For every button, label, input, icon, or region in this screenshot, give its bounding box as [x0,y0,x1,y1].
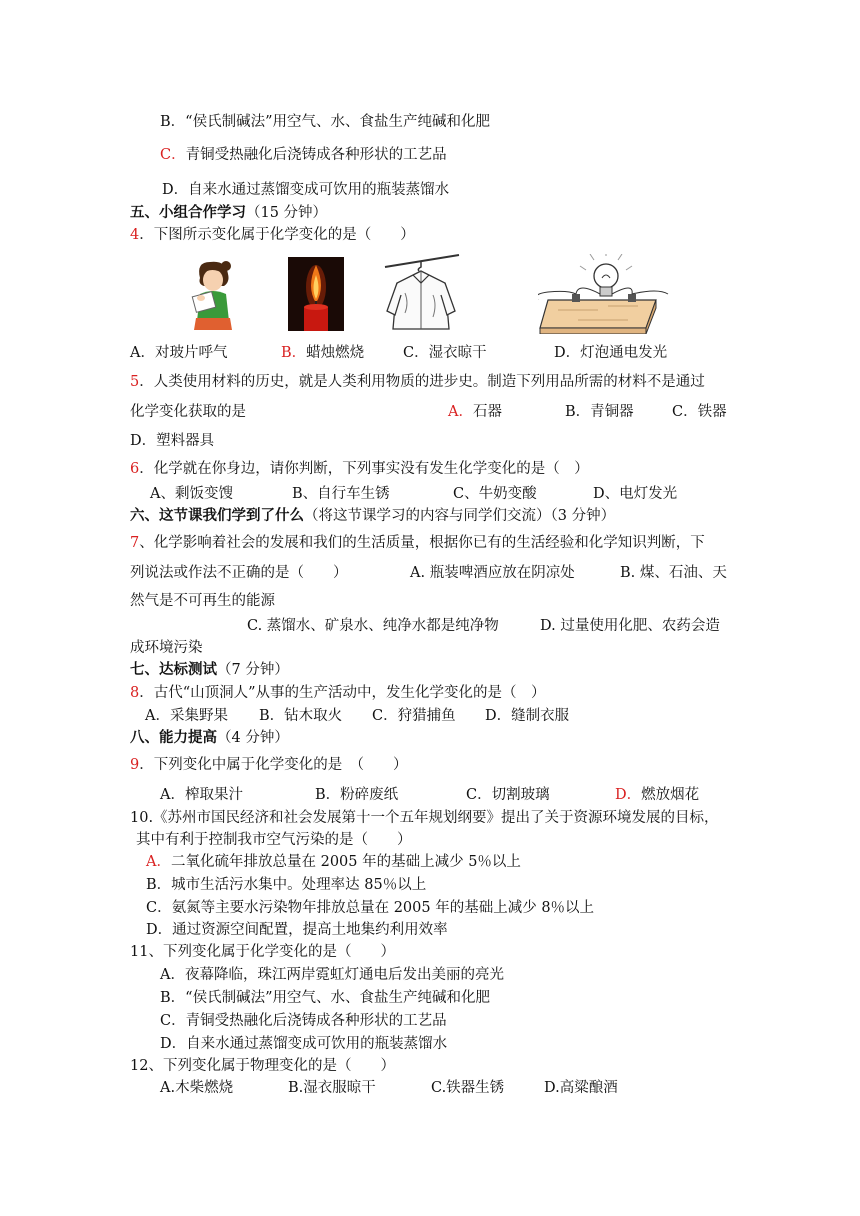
q11-stem: 11、下列变化属于化学变化的是（ ） [130,944,395,960]
q-prev-option-d: D．自来水通过蒸馏变成可饮用的瓶装蒸馏水 [162,182,450,198]
section-8-title: 八、能力提高 [130,729,217,746]
q11-option-d: D．自来水通过蒸馏变成可饮用的瓶装蒸馏水 [160,1036,448,1052]
q4-option-d: D．灯泡通电发光 [554,345,668,361]
q7-line-5: 成环境污染 [130,640,203,656]
section-6-heading [130,506,615,526]
q5-option-a [448,402,502,422]
q12-option-c: C.铁器生锈 [431,1080,505,1096]
q4-option-b [281,343,364,363]
light-bulb-circuit-icon [538,254,672,334]
q4-stem-text: ．下图所示变化属于化学变化的是（ ） [139,227,415,243]
q5-option-d: D．塑料器具 [130,433,215,449]
q10-option-a-letter: A． [146,854,171,870]
q-prev-option-b: B．“侯氏制碱法”用空气、水、食盐生产纯碱和化肥 [160,114,490,130]
q8-option-b: B．钻木取火 [259,708,343,724]
q4-option-a: A．对玻片呼气 [130,345,228,361]
q6-option-d: D、电灯发光 [593,486,678,502]
q6-number: 6 [130,461,140,477]
q12-stem: 12、下列变化属于物理变化的是（ ） [130,1058,395,1074]
q10-option-b: B．城市生活污水集中。处理率达 85％以上 [146,877,427,893]
q11-option-b: B．“侯氏制碱法”用空气、水、食盐生产纯碱和化肥 [160,990,490,1006]
q12-option-d: D.高粱酿酒 [544,1080,618,1096]
q9-stem [130,755,407,775]
section-7-heading [130,660,289,680]
q10-option-c: C．氨氮等主要水污染物年排放总量在 2005 年的基础上减少 8％以上 [146,900,595,916]
q5-line-1 [130,372,705,392]
q4-option-c: C．湿衣晾干 [403,345,487,361]
section-5-heading [130,203,327,223]
q8-number: 8 [130,685,140,701]
section-8-heading [130,728,289,748]
q9-option-b: B．粉碎废纸 [315,787,399,803]
q5-option-a-letter: A． [448,404,473,420]
q7-line-1-text: 、化学影响着社会的发展和我们的生活质量，根据你已有的生活经验和化学知识判断，下 [139,535,705,551]
q9-option-d-text: 燃放烟花 [641,787,700,803]
q12-option-a: A.木柴燃烧 [160,1080,234,1096]
q7-option-d: D. 过量使用化肥、农药会造 [540,618,720,634]
section-5-title: 五、小组合作学习 [130,204,246,221]
q5-line-2: 化学变化获取的是 [130,404,246,420]
q9-number: 9 [130,757,140,773]
q11-option-c: C．青铜受热融化后浇铸成各种形状的工艺品 [160,1013,447,1029]
q9-stem-text: ．下列变化中属于化学变化的是 （ ） [139,757,408,773]
q6-option-c: C、牛奶变酸 [453,486,537,502]
section-6-title: 六、这节课我们学到了什么 [130,507,304,524]
q7-line-2: 列说法或作法不正确的是（ ） [130,565,348,581]
q5-number: 5 [130,374,140,390]
q12-option-b: B.湿衣服晾干 [288,1080,376,1096]
q10-option-d: D．通过资源空间配置，提高土地集约利用效率 [146,922,448,938]
q10-option-a [146,852,521,872]
q8-stem-text: ．古代“山顶洞人”从事的生产活动中，发生化学变化的是（ ） [139,685,546,701]
section-7-time: （7 分钟） [217,662,289,678]
q9-option-d-letter: D． [615,787,642,803]
q6-option-a: A、剩饭变馊 [150,486,233,502]
wet-clothes-hanger-icon [383,253,461,333]
q10-line-2: 其中有利于控制我市空气污染的是（ ） [136,832,412,848]
q7-option-a: A. 瓶装啤酒应放在阴凉处 [410,565,575,581]
section-8-time: （4 分钟） [217,730,289,746]
q-prev-option-c-text: 青铜受热融化后浇铸成各种形状的工艺品 [185,147,447,163]
q10-line-1: 10.《苏州市国民经济和社会发展第十一个五年规划纲要》提出了关于资源环境发展的目标， [130,810,719,826]
section-5-time: （15 分钟） [246,205,328,221]
q5-option-a-text: 石器 [472,404,502,420]
q4-stem [130,225,415,245]
q5-option-c: C．铁器 [672,404,727,420]
q5-option-b: B．青铜器 [565,404,634,420]
section-7-title: 七、达标测试 [130,661,217,678]
q7-option-b: B. 煤、石油、天 [620,565,727,581]
q-prev-option-c-letter: C． [160,147,186,163]
q10-option-a-text: 二氧化硫年排放总量在 2005 年的基础上减少 5％以上 [170,854,521,870]
q7-line-1 [130,533,705,553]
q4-option-b-letter: B． [281,345,307,361]
q8-option-a: A．采集野果 [145,708,228,724]
q4-option-b-text: 蜡烛燃烧 [306,345,365,361]
q11-option-a: A．夜幕降临，珠江两岸霓虹灯通电后发出美丽的亮光 [160,967,504,983]
q7-option-c: C. 蒸馏水、矿泉水、纯净水都是纯净物 [247,618,499,634]
q9-option-c: C．切割玻璃 [466,787,550,803]
q9-option-d [615,785,699,805]
q4-number: 4 [130,227,140,243]
q6-option-b: B、自行车生锈 [292,486,390,502]
q8-stem [130,683,546,703]
q7-line-3: 然气是不可再生的能源 [130,593,275,609]
q5-line-1-text: ．人类使用材料的历史，就是人类利用物质的进步史。制造下列用品所需的材料不是通过 [139,374,705,390]
girl-breathing-icon [186,258,242,332]
q8-option-d: D．缝制衣服 [485,708,570,724]
section-6-note: （将这节课学习的内容与同学们交流）（3 分钟） [304,508,616,524]
q7-number: 7 [130,535,140,551]
q-prev-option-c [160,145,447,165]
q8-option-c: C．狩猎捕鱼 [372,708,456,724]
q6-stem-text: ．化学就在你身边，请你判断，下列事实没有发生化学变化的是（ ） [139,461,589,477]
q9-option-a: A．榨取果汁 [160,787,243,803]
candle-flame-icon [288,257,344,331]
q6-stem [130,459,589,479]
